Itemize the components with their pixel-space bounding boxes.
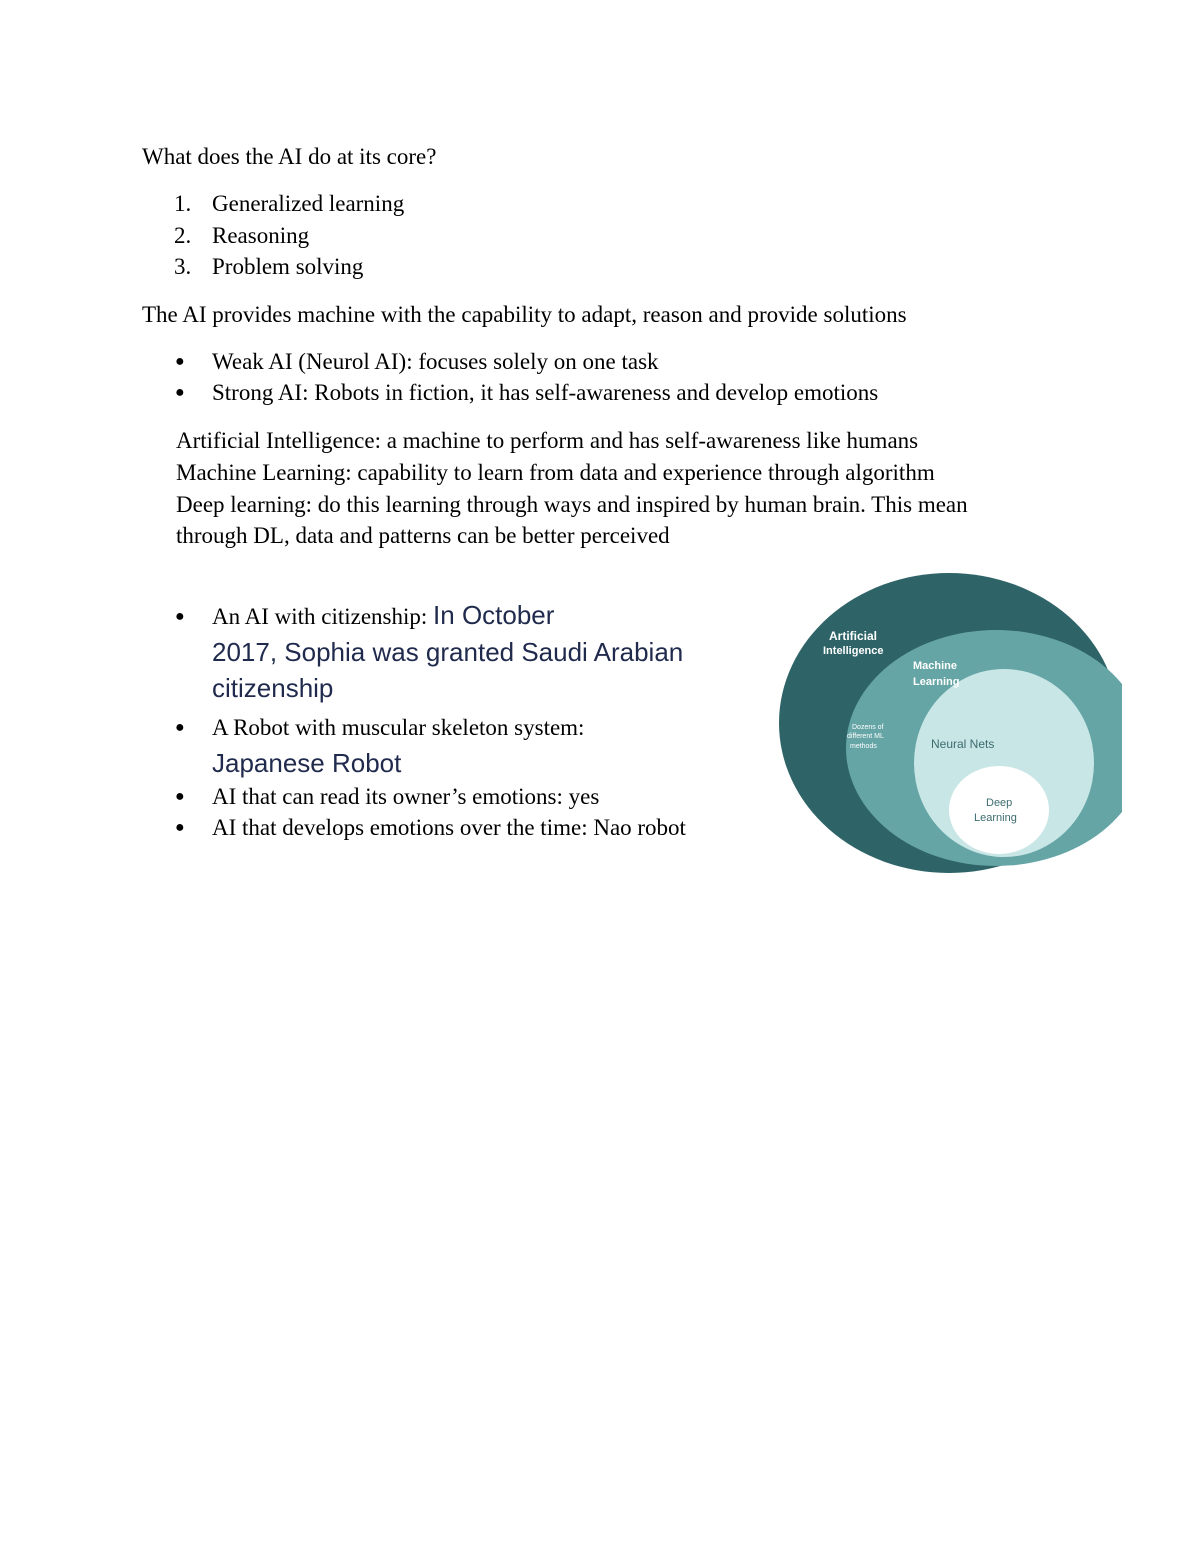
nn-label: Neural Nets xyxy=(931,737,995,751)
definition-ai: Artificial Intelligence: a machine to perform and has self-awareness like humans xyxy=(176,428,919,453)
definition-dl: Deep learning: do this learning through ways and inspired by human brain. This mean xyxy=(176,492,968,517)
definition-ml: Machine Learning: capability to learn from data and experience through algorithm xyxy=(176,460,935,485)
citizenship-label: An AI with citizenship: xyxy=(212,604,434,629)
methods-label: Dozens of xyxy=(852,724,884,731)
list-item-text: Strong AI: Robots in fiction, it has self-awareness and develop emotions xyxy=(212,380,879,405)
ai-label: Intelligence xyxy=(823,645,884,657)
list-item-text: Problem solving xyxy=(212,254,364,279)
dl-label: Learning xyxy=(974,812,1017,824)
core-question-heading: What does the AI do at its core? xyxy=(142,144,437,169)
dl-label: Deep xyxy=(986,797,1013,809)
citizenship-answer-continued: citizenship xyxy=(212,673,334,703)
methods-label: different ML xyxy=(847,733,884,740)
ml-label: Learning xyxy=(913,676,960,688)
list-item-text: Generalized learning xyxy=(212,191,405,216)
ai-ml-dl-diagram xyxy=(776,570,1122,876)
skeleton-answer: Japanese Robot xyxy=(212,748,402,778)
list-item-text: AI that can read its owner’s emotions: yes xyxy=(212,784,600,809)
bullet-icon: ● xyxy=(175,719,185,736)
citizenship-answer-continued: 2017, Sophia was granted Saudi Arabian xyxy=(212,637,684,667)
list-item-text: A Robot with muscular skeleton system: xyxy=(212,715,585,740)
intro-sentence: The AI provides machine with the capability to adapt, reason and provide solutions xyxy=(142,302,907,327)
ml-label: Machine xyxy=(913,660,958,672)
methods-label: methods xyxy=(850,743,877,750)
list-number: 3. xyxy=(174,254,192,279)
bullet-icon: ● xyxy=(175,788,185,805)
citizenship-answer: In October xyxy=(433,600,555,630)
dl-circle xyxy=(949,766,1049,854)
list-item-text xyxy=(212,599,554,633)
list-number: 2. xyxy=(174,223,192,248)
list-number: 1. xyxy=(174,191,192,216)
definition-dl-continued: through DL, data and patterns can be better perceived xyxy=(176,523,670,548)
list-item-text: Weak AI (Neurol AI): focuses solely on one task xyxy=(212,349,659,374)
list-item-text: AI that develops emotions over the time: Nao robot xyxy=(212,815,686,840)
bullet-icon: ● xyxy=(175,608,185,625)
bullet-icon: ● xyxy=(175,819,185,836)
bullet-icon: ● xyxy=(175,384,185,401)
list-item-text: Reasoning xyxy=(212,223,310,248)
ai-label: Artificial xyxy=(829,629,878,643)
bullet-icon: ● xyxy=(175,353,185,370)
